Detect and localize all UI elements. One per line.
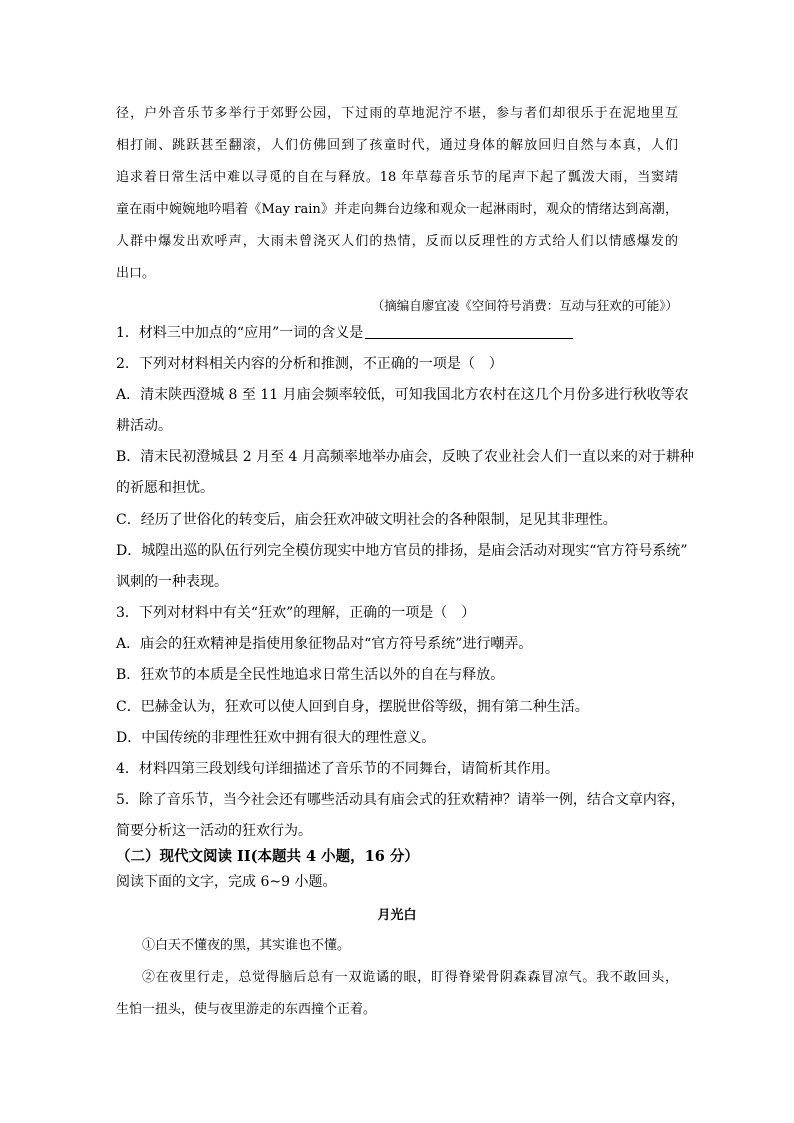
passage-paragraph-2-cont: 生怕一扭头，使与夜里游走的东西撞个正着。 bbox=[116, 1002, 377, 1017]
question-2-option-b-cont: 的祈愿和担忧。 bbox=[116, 480, 214, 496]
question-1 bbox=[116, 318, 678, 350]
question-2-option-d: D．城隍出巡的队伍行列完全模仿现实中地方官员的排扬，是庙会活动对现实“官方符号系统” bbox=[116, 543, 688, 559]
question-1-text: 1．材料三中加点的“应用”一词的含义是 bbox=[116, 325, 364, 341]
question-2-option-b: B．清末民初澄城县 2 月至 4 月高频率地举办庙会，反映了农业社会人们一直以来的对于耕种 bbox=[116, 449, 694, 465]
section-heading: （二）现代文阅读 II(本题共 4 小题，16 分） bbox=[116, 848, 419, 865]
passage-title: 月光白 bbox=[377, 908, 417, 923]
question-3-option-a: A．庙会的狂欢精神是指使用象征物品对“官方符号系统”进行嘲弄。 bbox=[116, 636, 533, 652]
source-note: （摘编自廖宜凌《空间符号消费：互动与狂欢的可能》） bbox=[371, 298, 678, 313]
section-instruction: 阅读下面的文字，完成 6~9 小题。 bbox=[116, 874, 337, 890]
question-2-stem: 2．下列对材料相关内容的分析和推测，不正确的一项是（ ） bbox=[116, 356, 503, 372]
passage-paragraph-1: ①白天不懂夜的黑，其实谁也不懂。 bbox=[142, 938, 351, 953]
answer-blank bbox=[365, 324, 573, 339]
question-2-option-a-cont: 耕活动。 bbox=[116, 418, 172, 434]
question-4: 4．材料四第三段划线句详细描述了音乐节的不同舞台，请简析其作用。 bbox=[116, 761, 559, 777]
passage-line-3: 追求着日常生活中难以寻觅的自在与释放。18 年草莓音乐节的尾声下起了瓢泼大雨，当窦靖 bbox=[116, 170, 678, 185]
question-2-option-d-cont: 讽刺的一种表现。 bbox=[116, 574, 228, 590]
question-2-option-a: A．清末陕西澄城 8 至 11 月庙会频率较低，可知我国北方农村在这几个月份多进行秋收等农 bbox=[116, 387, 689, 403]
passage-line-2: 相打闹、跳跃甚至翻滚，人们仿佛回到了孩童时代，通过身体的解放回归自然与本真，人们 bbox=[116, 138, 678, 153]
passage-line-6: 出口。 bbox=[116, 266, 156, 281]
question-5: 5．除了音乐节，当今社会还有哪些活动具有庙会式的狂欢精神？请举一例，结合文章内容， bbox=[116, 792, 685, 808]
passage-line-1: 径，户外音乐节多举行于郊野公园，下过雨的草地泥泞不堪，参与者们却很乐于在泥地里互 bbox=[116, 106, 678, 121]
question-3-option-d: D．中国传统的非理性狂欢中拥有很大的理性意义。 bbox=[116, 730, 436, 746]
passage-paragraph-2: ②在夜里行走，总觉得脑后总有一双诡谲的眼，盯得脊梁骨阴森森冒凉气。我不敢回头， bbox=[142, 970, 678, 985]
question-5-cont: 简要分析这一活动的狂欢行为。 bbox=[116, 823, 312, 839]
passage-line-5: 人群中爆发出欢呼声，大雨未曾浇灭人们的热情，反而以反理性的方式给人们以情感爆发的 bbox=[116, 234, 678, 249]
question-2-option-c: C．经历了世俗化的转变后，庙会狂欢冲破文明社会的各种限制，足见其非理性。 bbox=[116, 512, 617, 528]
question-3-option-c: C．巴赫金认为，狂欢可以使人回到自身，摆脱世俗等级，拥有第二种生活。 bbox=[116, 699, 589, 715]
passage-line-4: 童在雨中婉婉地吟唱着《May rain》并走向舞台边缘和观众一起淋雨时，观众的情绪达到高潮， bbox=[116, 202, 678, 217]
question-3-stem: 3．下列对材料中有关“狂欢”的理解，正确的一项是（ ） bbox=[116, 605, 476, 621]
question-3-option-b: B．狂欢节的本质是全民性地追求日常生活以外的自在与释放。 bbox=[116, 667, 505, 683]
